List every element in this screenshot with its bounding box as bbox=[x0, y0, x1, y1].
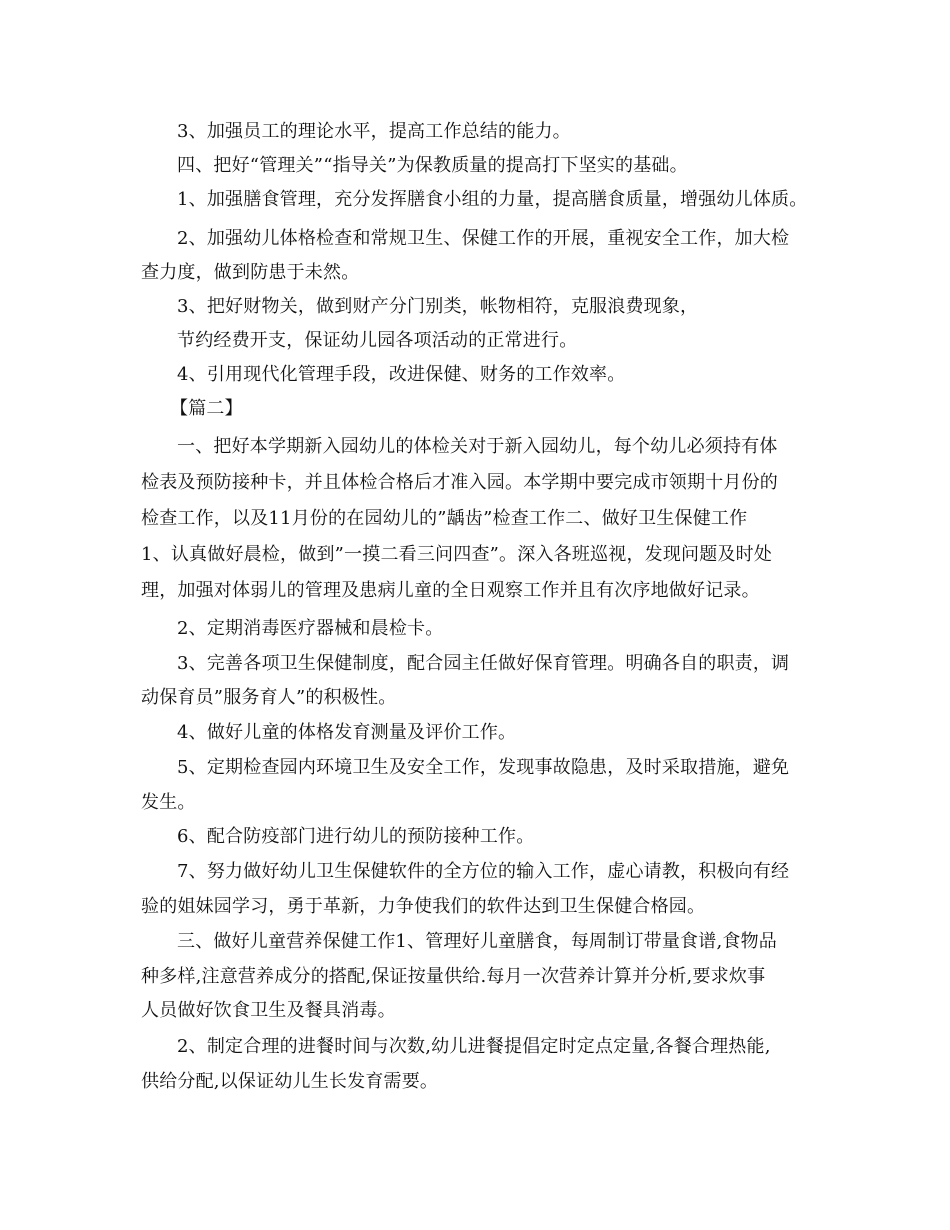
paragraph-line: 4、做好儿童的体格发育测量及评价工作。 bbox=[177, 722, 517, 743]
paragraph-line: 验的姐妹园学习，勇于革新，力争使我们的软件达到卫生保健合格园。 bbox=[141, 896, 706, 917]
paragraph-line: 人员做好饮食卫生及餐具消毒。 bbox=[141, 1000, 396, 1021]
paragraph-line: 3、加强员工的理论水平，提高工作总结的能力。 bbox=[177, 121, 571, 142]
paragraph-line: 查力度，做到防患于未然。 bbox=[141, 262, 360, 283]
paragraph-line: 2、加强幼儿体格检查和常规卫生、保健工作的开展，重视安全工作，加大检 bbox=[177, 228, 790, 249]
paragraph-line: 1、认真做好晨检，做到”一摸二看三问四查”。深入各班巡视，发现问题及时处 bbox=[141, 544, 773, 565]
paragraph-line: 5、定期检查园内环境卫生及安全工作，发现事故隐患，及时采取措施，避免 bbox=[177, 757, 790, 778]
article-heading: 【篇二】 bbox=[170, 398, 243, 419]
paragraph-line: 理，加强对体弱儿的管理及患病儿童的全日观察工作并且有次序地做好记录。 bbox=[141, 580, 760, 601]
paragraph-line: 7、努力做好幼儿卫生保健软件的全方位的输入工作，虚心请教，积极向有经 bbox=[177, 861, 790, 882]
paragraph-line: 3、把好财物关，做到财产分门别类，帐物相符，克服浪费现象， bbox=[177, 296, 699, 317]
paragraph-line: 一、把好本学期新入园幼儿的体检关对于新入园幼儿，每个幼儿必须持有体 bbox=[177, 436, 778, 457]
paragraph-line: 节约经费开支，保证幼儿园各项活动的正常进行。 bbox=[177, 330, 578, 351]
paragraph-line: 动保育员”服务育人”的积极性。 bbox=[141, 687, 397, 708]
paragraph-line: 4、引用现代化管理手段，改进保健、财务的工作效率。 bbox=[177, 364, 626, 385]
paragraph-line: 检查工作，以及11月份的在园幼儿的”龋齿”检查工作二、做好卫生保健工作 bbox=[141, 508, 748, 529]
paragraph-line: 种多样,注意营养成分的搭配,保证按量供给.每月一次营养计算并分析,要求炊事 bbox=[141, 966, 766, 987]
paragraph-line: 6、配合防疫部门进行幼儿的预防接种工作。 bbox=[177, 826, 535, 847]
paragraph-line: 2、制定合理的进餐时间与次数,幼儿进餐提倡定时定点定量,各餐合理热能, bbox=[177, 1036, 771, 1057]
paragraph-line: 2、定期消毒医疗器械和晨检卡。 bbox=[177, 618, 444, 639]
paragraph-line: 供给分配,以保证幼儿生长发育需要。 bbox=[141, 1071, 439, 1092]
paragraph-line: 三、做好儿童营养保健工作1、管理好儿童膳食，每周制订带量食谱,食物品 bbox=[177, 931, 777, 952]
paragraph-line: 1、加强膳食管理，充分发挥膳食小组的力量，提高膳食质量，增强幼儿体质。 bbox=[177, 189, 808, 210]
section-heading: 四、把好“管理关”“指导关”为保教质量的提高打下坚实的基础。 bbox=[177, 155, 688, 176]
paragraph-line: 3、完善各项卫生保健制度，配合园主任做好保育管理。明确各自的职责，调 bbox=[177, 653, 790, 674]
paragraph-line: 发生。 bbox=[141, 792, 196, 813]
paragraph-line: 检表及预防接种卡，并且体检合格后才准入园。本学期中要完成市领期十月份的 bbox=[141, 472, 778, 493]
